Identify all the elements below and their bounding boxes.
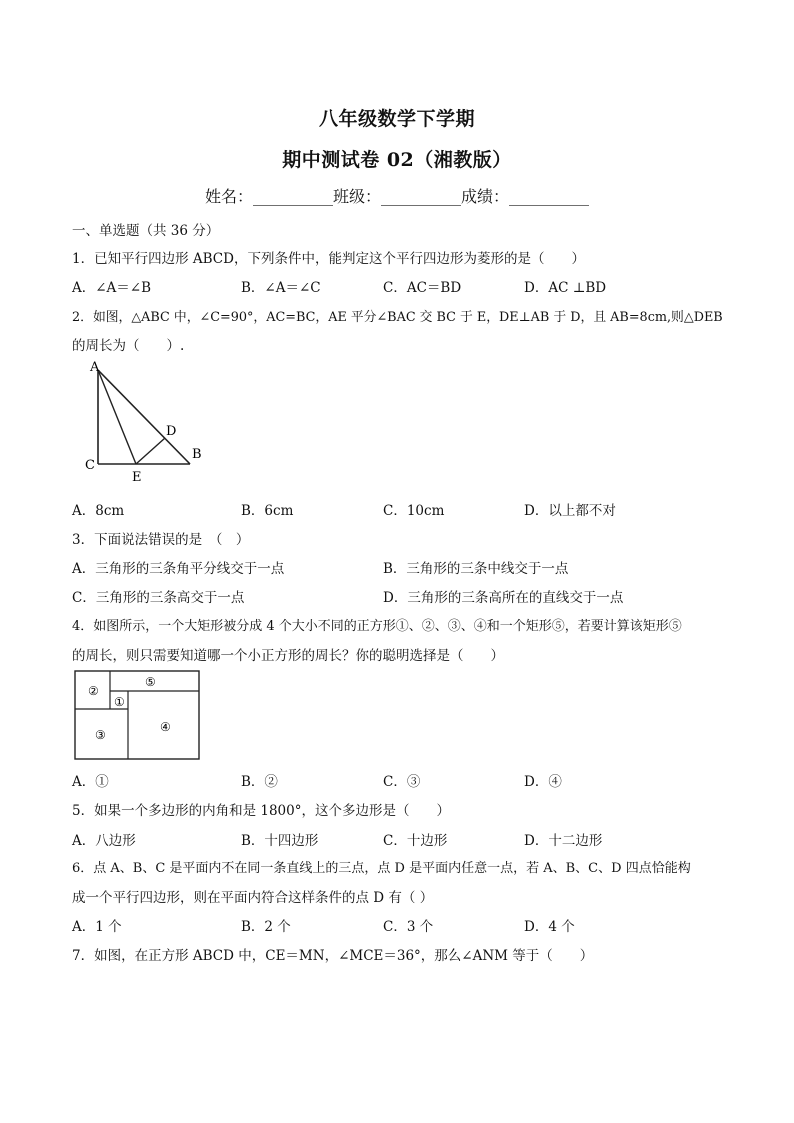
- q4-option-a[interactable]: A．①: [72, 774, 109, 790]
- q5-option-b[interactable]: B．十四边形: [241, 833, 319, 849]
- q6-option-a[interactable]: A．1 个: [72, 919, 122, 935]
- square-4-label: ④: [160, 720, 171, 734]
- q2-triangle-figure: [80, 360, 210, 490]
- q3-option-b[interactable]: B．三角形的三条中线交于一点: [383, 561, 569, 577]
- q1-option-d[interactable]: D．AC ⊥BD: [524, 280, 607, 296]
- q3-option-c[interactable]: C．三角形的三条高交于一点: [72, 590, 245, 606]
- square-2-label: ②: [88, 684, 99, 698]
- q2-option-b[interactable]: B．6cm: [241, 503, 294, 519]
- q2-option-a[interactable]: A．8cm: [72, 503, 125, 519]
- q7-stem: 7．如图，在正方形 ABCD 中，CE＝MN，∠MCE＝36°，那么∠ANM 等于（ ）: [72, 948, 594, 964]
- q6-stem-line1: 6．点 A、B、C 是平面内不在同一条直线上的三点，点 D 是平面内任意一点，若 A、B、C、D 四点恰能构: [72, 861, 691, 876]
- q4-option-b[interactable]: B．②: [241, 774, 278, 790]
- q6-option-b[interactable]: B．2 个: [241, 919, 291, 935]
- square-1-label: ①: [114, 695, 125, 709]
- square-3-label: ③: [95, 728, 106, 742]
- point-d-label: D: [166, 424, 177, 439]
- q1-option-c[interactable]: C．AC＝BD: [383, 280, 462, 296]
- student-info-line: [0, 184, 794, 207]
- class-blank[interactable]: __________: [381, 187, 461, 206]
- section-heading: 一、单选题（共 36 分）: [72, 223, 220, 239]
- class-label: 班级：: [332, 187, 381, 206]
- q2-stem-line2: 的周长为（ ）.: [72, 338, 185, 354]
- q6-option-c[interactable]: C．3 个: [383, 919, 434, 935]
- q4-option-c[interactable]: C．③: [383, 774, 421, 790]
- score-label: 成绩：: [461, 187, 510, 206]
- q3-stem: 3．下面说法错误的是 （ ）: [72, 532, 250, 548]
- q2-option-d[interactable]: D．以上都不对: [524, 503, 616, 519]
- q6-stem-line2: 成一个平行四边形，则在平面内符合这样条件的点 D 有（ ）: [72, 890, 434, 906]
- q4-rectangle-figure: [74, 670, 202, 762]
- rectangle-5-label: ⑤: [145, 675, 156, 689]
- q3-option-d[interactable]: D．三角形的三条高所在的直线交于一点: [383, 590, 624, 606]
- point-e-label: E: [132, 470, 142, 485]
- q1-option-b[interactable]: B．∠A＝∠C: [241, 280, 321, 296]
- point-a-label: A: [90, 360, 100, 375]
- name-blank[interactable]: __________: [252, 187, 333, 206]
- q2-stem-line1: 2．如图，△ABC 中，∠C=90°，AC=BC，AE 平分∠BAC 交 BC 于 E，DE⊥AB 于 D，且 AB=8cm,则△DEB: [72, 310, 723, 325]
- q5-option-c[interactable]: C．十边形: [383, 833, 448, 849]
- name-label: 姓名：: [204, 187, 253, 206]
- q4-stem-line1: 4．如图所示，一个大矩形被分成 4 个大小不同的正方形①、②、③、④和一个矩形⑤，若要计算该矩形⑤: [72, 619, 682, 634]
- point-b-label: B: [192, 447, 202, 462]
- q2-option-c[interactable]: C．10cm: [383, 503, 445, 519]
- q4-option-d[interactable]: D．④: [524, 774, 562, 790]
- q5-stem: 5．如果一个多边形的内角和是 1800°，这个多边形是（ ）: [72, 803, 450, 819]
- exam-title: 八年级数学下学期: [318, 108, 475, 130]
- q5-option-a[interactable]: A．八边形: [72, 833, 136, 849]
- q3-option-a[interactable]: A．三角形的三条角平分线交于一点: [72, 561, 285, 577]
- q5-option-d[interactable]: D．十二边形: [524, 833, 603, 849]
- q6-option-d[interactable]: D．4 个: [524, 919, 575, 935]
- q1-option-a[interactable]: A．∠A＝∠B: [72, 280, 152, 296]
- q1-stem: 1．已知平行四边形 ABCD，下列条件中，能判定这个平行四边形为菱形的是（ ）: [72, 251, 585, 267]
- exam-subtitle: 期中测试卷 02（湘教版）: [282, 149, 512, 171]
- score-blank[interactable]: __________: [509, 187, 590, 206]
- point-c-label: C: [85, 458, 95, 473]
- q4-stem-line2: 的周长，则只需要知道哪一个小正方形的周长？你的聪明选择是（ ）: [72, 648, 504, 664]
